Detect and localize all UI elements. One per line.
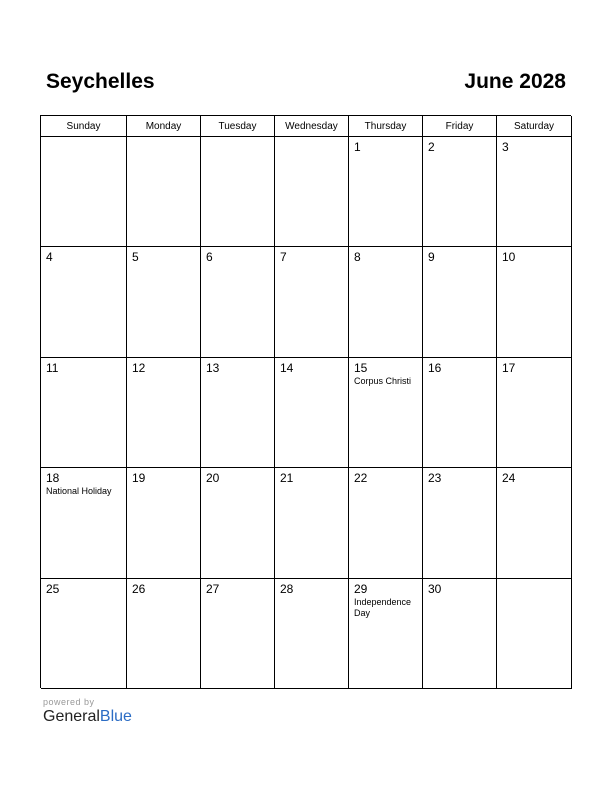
day-cell — [497, 579, 572, 689]
day-number: 17 — [502, 360, 516, 375]
calendar-grid — [40, 115, 571, 688]
day-number: 13 — [206, 360, 220, 375]
footer-branding — [43, 697, 132, 726]
holiday-label: Independence Day — [354, 596, 412, 618]
day-cell — [423, 358, 497, 468]
month-title: June 2028 — [464, 70, 566, 93]
day-cell — [41, 579, 127, 689]
day-number: 29 — [354, 581, 368, 596]
day-number: 27 — [206, 581, 220, 596]
brand-logo[interactable] — [43, 708, 132, 726]
day-cell — [201, 137, 275, 247]
day-number: 12 — [132, 360, 146, 375]
day-number: 28 — [280, 581, 294, 596]
day-cell — [423, 468, 497, 578]
day-cell — [201, 468, 275, 578]
weekday-header: Thursday — [349, 116, 423, 137]
day-cell — [41, 137, 127, 247]
day-number: 4 — [46, 250, 53, 265]
weekday-header: Wednesday — [275, 116, 349, 137]
day-cell — [127, 137, 201, 247]
day-cell — [127, 468, 201, 578]
day-cell — [201, 358, 275, 468]
holiday-label: National Holiday — [46, 486, 112, 497]
day-cell — [497, 247, 572, 357]
day-cell — [275, 247, 349, 357]
day-cell — [41, 358, 127, 468]
day-number: 15 — [354, 360, 368, 375]
day-cell — [497, 358, 572, 468]
day-cell — [423, 247, 497, 357]
day-cell — [423, 579, 497, 689]
powered-by-text: powered by — [43, 697, 95, 707]
day-cell — [497, 137, 572, 247]
day-cell — [349, 468, 423, 578]
day-cell — [127, 247, 201, 357]
day-cell — [41, 247, 127, 357]
brand-blue: Blue — [99, 708, 132, 725]
day-cell — [275, 358, 349, 468]
weekday-header: Sunday — [41, 116, 127, 137]
day-number: 16 — [428, 360, 442, 375]
weekday-header: Monday — [127, 116, 201, 137]
day-number: 6 — [206, 250, 213, 265]
day-number: 2 — [428, 140, 435, 154]
day-cell — [275, 468, 349, 578]
weekday-header: Friday — [423, 116, 497, 137]
day-cell — [201, 247, 275, 357]
day-number: 3 — [502, 140, 509, 154]
day-number: 5 — [132, 250, 139, 265]
holiday-label: Corpus Christi — [354, 375, 412, 386]
day-cell — [423, 137, 497, 247]
day-cell — [497, 468, 572, 578]
day-cell — [127, 358, 201, 468]
day-number: 22 — [354, 471, 368, 486]
day-cell — [275, 137, 349, 247]
day-cell — [349, 247, 423, 357]
day-cell — [349, 137, 423, 247]
day-number: 21 — [280, 471, 294, 486]
day-number: 24 — [502, 471, 516, 486]
day-number: 18 — [46, 471, 60, 486]
day-cell — [201, 579, 275, 689]
country-title: Seychelles — [46, 70, 155, 93]
day-number: 23 — [428, 471, 442, 486]
day-cell — [275, 579, 349, 689]
brand-general: General — [43, 708, 100, 725]
day-number: 7 — [280, 250, 287, 265]
day-number: 26 — [132, 581, 146, 596]
day-number: 1 — [354, 140, 361, 154]
day-number: 30 — [428, 581, 442, 596]
weekday-header: Saturday — [497, 116, 572, 137]
day-number: 10 — [502, 250, 516, 265]
day-number: 20 — [206, 471, 220, 486]
weekday-header: Tuesday — [201, 116, 275, 137]
day-cell — [349, 358, 423, 468]
day-cell — [349, 579, 423, 689]
day-number: 25 — [46, 581, 60, 596]
day-number: 14 — [280, 360, 294, 375]
day-number: 19 — [132, 471, 146, 486]
day-number: 8 — [354, 250, 361, 265]
day-cell — [127, 579, 201, 689]
day-number: 9 — [428, 250, 435, 265]
day-cell — [41, 468, 127, 578]
day-number: 11 — [46, 360, 59, 375]
